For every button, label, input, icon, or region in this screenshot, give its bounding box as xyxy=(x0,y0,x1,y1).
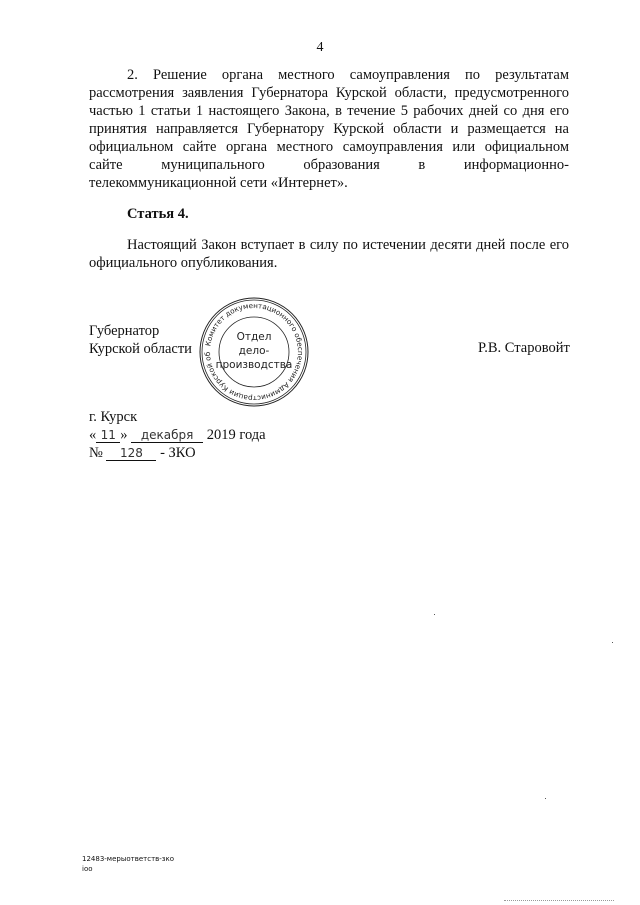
date-year: 2019 года xyxy=(206,427,266,443)
signing-date xyxy=(89,427,266,444)
scan-speck xyxy=(545,798,546,799)
number-suffix: - ЗКО xyxy=(160,445,196,461)
official-stamp xyxy=(198,296,310,413)
number-value: 128 xyxy=(106,447,156,461)
stamp-center-line-1: Отдел xyxy=(236,331,272,343)
number-prefix: № xyxy=(89,445,103,461)
governor-name: Р.В. Старовойт xyxy=(478,340,570,356)
date-day: 11 xyxy=(96,429,120,443)
date-open-quote: « xyxy=(89,427,97,443)
governor-title-line-2: Курской области xyxy=(89,341,192,357)
governor-title xyxy=(89,322,192,358)
page-number: 4 xyxy=(316,40,324,55)
paragraph-decision: 2. Решение органа местного самоуправления по результатам рассмотрения заявления Губернатора Курской области, предусмотренного частью 1 статьи 1 настоящего Закона, в течение 5 рабочих дней со дня его принятия направляется Губернатору Курской области и размещается на официальном сайте органа местного самоуправления или официальном сайте муниципального образования в информационно-телекоммуникационной сети «Интернет». xyxy=(89,67,569,191)
date-month: декабря xyxy=(131,429,203,443)
date-close-quote: » xyxy=(120,427,128,443)
stamp-ring-text: Комитет документационного обеспечения Администрации Курской об xyxy=(202,300,306,404)
stamp-center-line-2: дело- xyxy=(238,345,270,357)
scan-edge-mark xyxy=(504,900,614,902)
signing-place: г. Курск xyxy=(89,409,138,425)
scan-speck xyxy=(434,614,435,615)
stamp-center-line-3: производства xyxy=(215,359,293,371)
law-number xyxy=(89,445,196,462)
stamp-graphic xyxy=(198,296,310,408)
footer-file-ref-2: ioo xyxy=(82,865,93,873)
governor-title-line-1: Губернатор xyxy=(89,323,160,339)
scan-speck xyxy=(612,642,613,643)
article-heading: Статья 4. xyxy=(127,206,189,222)
paragraph-entry-into-force: Настоящий Закон вступает в силу по истечении десяти дней после его официального опубликования. xyxy=(89,237,569,271)
footer-file-ref: 12483-мерыответств-зко xyxy=(82,855,175,863)
